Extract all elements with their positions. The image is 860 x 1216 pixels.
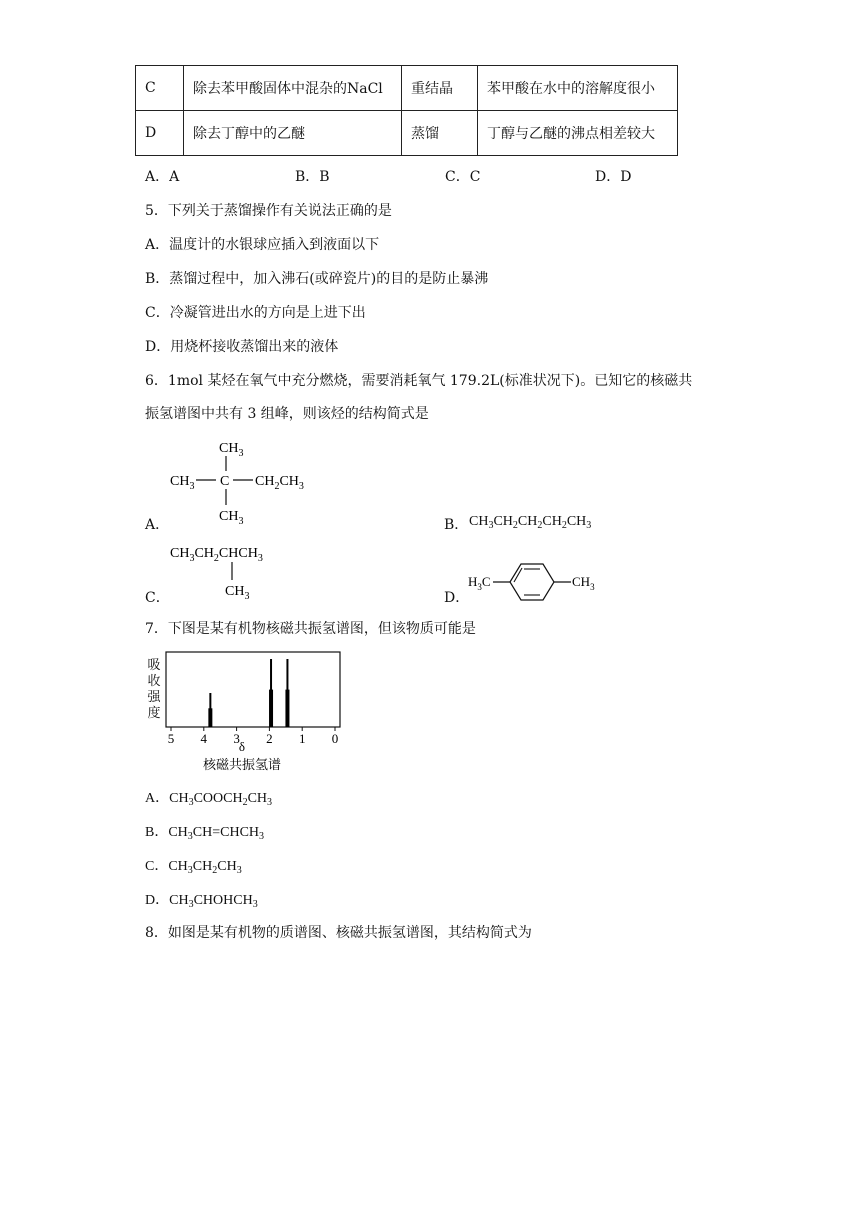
nmr-ylabel-char: 度: [147, 706, 161, 721]
nmr-ylabel-char: 收: [147, 674, 161, 689]
struct-text: $H_3C$: [468, 574, 491, 592]
q7-option-c: C．$CH_3CH_2CH_3$: [145, 859, 242, 876]
nmr-frame: [166, 652, 340, 727]
nmr-peak-base: [269, 690, 273, 727]
struct-text: $CH_3$: [170, 474, 195, 492]
nmr-ylabel-char: 吸: [147, 658, 161, 673]
struct-text: $CH_3$: [572, 574, 595, 592]
q7-option-d: D．$CH_3CHOHCH_3$: [145, 893, 258, 910]
nmr-xlabel: δ: [238, 739, 246, 754]
nmr-caption: 核磁共振氢谱: [202, 757, 282, 772]
q5-option-c: C．冷凝管进出水的方向是上进下出: [145, 305, 366, 321]
nmr-peak-base: [285, 690, 289, 727]
q5-option-b: B．蒸馏过程中，加入沸石(或碎瓷片)的目的是防止暴沸: [145, 271, 489, 287]
table-cell: 蒸馏: [402, 111, 478, 156]
struct-text: $CH_3$: [219, 509, 244, 527]
nmr-tick-label: 0: [331, 731, 339, 746]
nmr-tick-label: 4: [200, 731, 208, 746]
nmr-chart: [143, 648, 348, 774]
q6-label-c: C．: [145, 590, 170, 606]
q5-stem: 5．下列关于蒸馏操作有关说法正确的是: [145, 203, 392, 219]
nmr-peak-base: [208, 708, 212, 727]
nmr-tick-label: 1: [298, 731, 306, 746]
nmr-plot: [143, 648, 348, 774]
q6-structure-a: [165, 432, 325, 530]
q6-label-d: D．: [444, 590, 470, 606]
table-cell: 丁醇与乙醚的沸点相差较大: [478, 111, 678, 156]
options-table: [135, 65, 678, 156]
q6-formula-b: $CH_3CH_2CH_2CH_2CH_3$: [469, 514, 592, 531]
q6-label-a: A．: [145, 517, 170, 533]
q7-option-a: A．$CH_3COOCH_2CH_3$: [145, 791, 273, 808]
struct-text: C: [220, 474, 230, 489]
table-cell: 重结晶: [402, 66, 478, 111]
q4-option-c: C．C: [445, 169, 481, 185]
nmr-tick-label: 3: [233, 731, 240, 746]
struct-text: $CH_3CH_2CHCH_3$: [170, 546, 263, 564]
q4-option-d: D．D: [595, 169, 632, 185]
q5-option-a: A．温度计的水银球应插入到液面以下: [145, 237, 380, 253]
table-cell: 苯甲酸在水中的溶解度很小: [478, 66, 678, 111]
nmr-tick-label: 2: [266, 731, 273, 746]
q7-option-b: B．$CH_3CH=CHCH_3$: [145, 825, 265, 842]
q6-stem-line1: 6．1mol 某烃在氧气中充分燃烧，需要消耗氧气 179.2L(标准状况下)。已知它的核磁共: [145, 373, 693, 389]
q8-stem: 8．如图是某有机物的质谱图、核磁共振氢谱图，其结构简式为: [145, 925, 532, 941]
nmr-tick-label: 5: [167, 731, 175, 746]
struct-text: $CH_3$: [225, 584, 250, 600]
struct-text: $CH_3$: [219, 441, 244, 459]
nmr-ylabel-char: 强: [147, 690, 161, 705]
table-row: [136, 111, 678, 156]
q7-stem: 7．下图是某有机物核磁共振氢谱图，但该物质可能是: [145, 621, 476, 637]
q4-option-b: B．B: [295, 169, 330, 185]
q6-stem-line2: 振氢谱图中共有 3 组峰，则该烃的结构简式是: [145, 406, 429, 422]
struct-text: $CH_2CH_3$: [255, 474, 304, 492]
table-cell: 除去苯甲酸固体中混杂的NaCl: [184, 66, 402, 111]
q6-structure-c: [165, 538, 285, 600]
q5-option-d: D．用烧杯接收蒸馏出来的液体: [145, 339, 339, 355]
q4-option-a: A．A: [145, 169, 180, 185]
table-cell: C: [136, 66, 184, 111]
q6-structure-d: [466, 560, 606, 604]
table-row: [136, 66, 678, 111]
table-cell: D: [136, 111, 184, 156]
table-cell: 除去丁醇中的乙醚: [184, 111, 402, 156]
q6-label-b: B．: [444, 517, 469, 533]
